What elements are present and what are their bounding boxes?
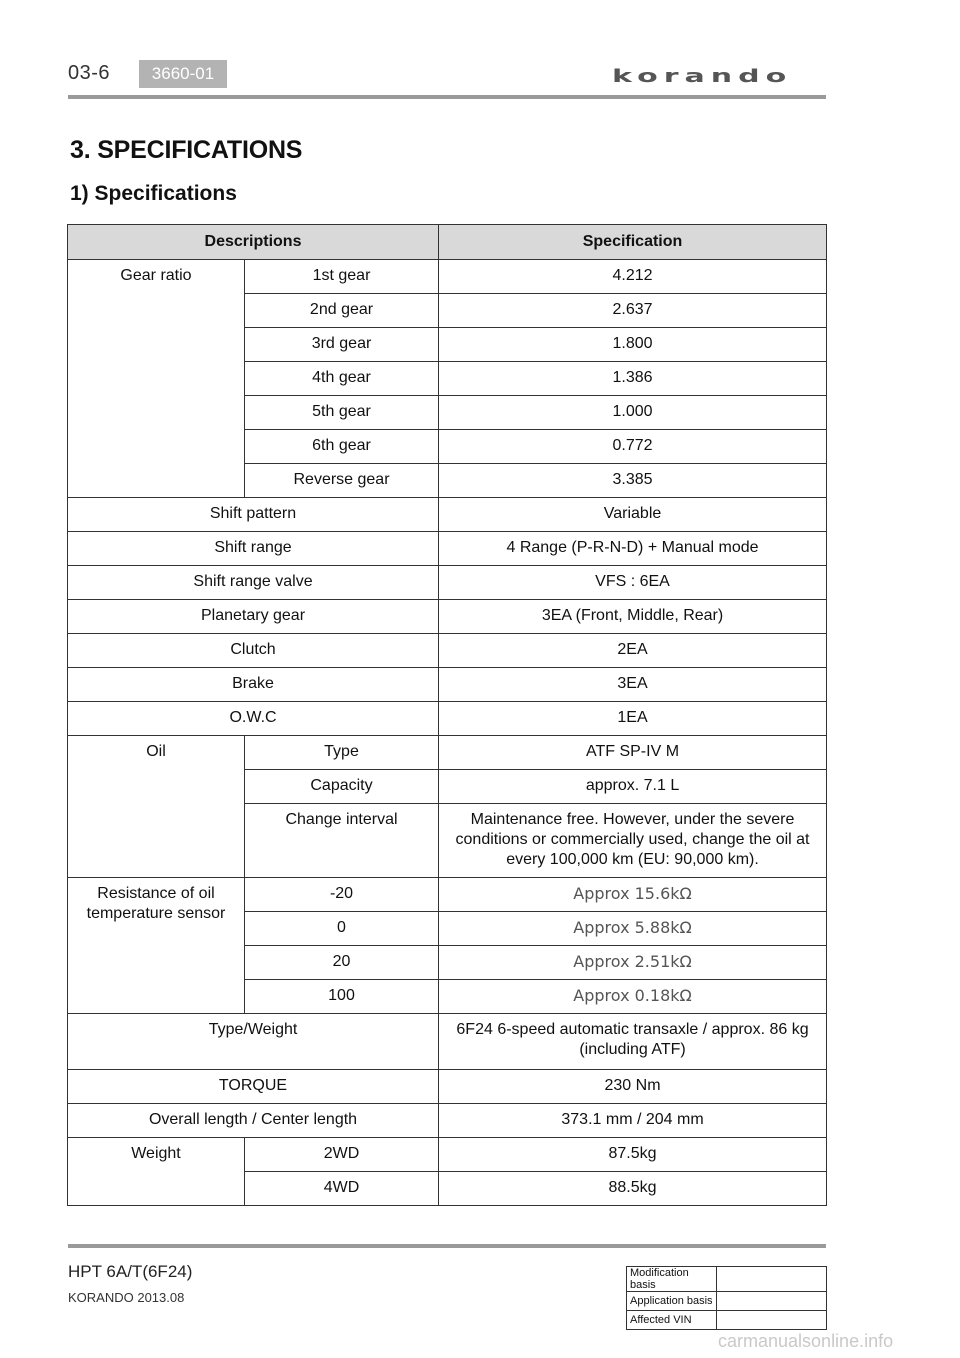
- sensor-resistance: Approx 15.6kΩ: [439, 878, 827, 912]
- header-specification: Specification: [439, 225, 827, 260]
- page-title: 3. SPECIFICATIONS: [70, 136, 303, 164]
- oil-item-name: Type: [245, 736, 439, 770]
- gear-name: 5th gear: [245, 396, 439, 430]
- spec-name: Shift pattern: [68, 498, 439, 532]
- brand-logo: korando: [612, 66, 793, 87]
- application-basis-label: Application basis: [627, 1292, 717, 1311]
- gear-value: 1.800: [439, 328, 827, 362]
- oil-item-name: Capacity: [245, 770, 439, 804]
- modification-basis-label: Modification basis: [627, 1267, 717, 1292]
- gear-name: 4th gear: [245, 362, 439, 396]
- sensor-resistance: Approx 0.18kΩ: [439, 980, 827, 1014]
- spec-name: Shift range valve: [68, 566, 439, 600]
- spec-name: O.W.C: [68, 702, 439, 736]
- gear-value: 4.212: [439, 260, 827, 294]
- section-subtitle: 1) Specifications: [70, 182, 237, 205]
- gear-name: Reverse gear: [245, 464, 439, 498]
- oil-item-value: ATF SP-IV M: [439, 736, 827, 770]
- gear-name: 1st gear: [245, 260, 439, 294]
- spec-value: VFS : 6EA: [439, 566, 827, 600]
- spec-value: 4 Range (P-R-N-D) + Manual mode: [439, 532, 827, 566]
- gear-value: 2.637: [439, 294, 827, 328]
- footer-divider: [68, 1244, 826, 1248]
- spec-name: Shift range: [68, 532, 439, 566]
- watermark-text: carmanualsonline.info: [718, 1331, 894, 1351]
- gear-name: 3rd gear: [245, 328, 439, 362]
- affected-vin-label: Affected VIN: [627, 1311, 717, 1330]
- sensor-resistance: Approx 5.88kΩ: [439, 912, 827, 946]
- gear-value: 1.386: [439, 362, 827, 396]
- header-divider: [68, 95, 826, 99]
- weight-value: 87.5kg: [439, 1138, 827, 1172]
- affected-vin-value: [717, 1311, 827, 1330]
- gear-name: 6th gear: [245, 430, 439, 464]
- sensor-resistance: Approx 2.51kΩ: [439, 946, 827, 980]
- sensor-temp: 100: [245, 980, 439, 1014]
- weight-drive: 2WD: [245, 1138, 439, 1172]
- oil-item-value: approx. 7.1 L: [439, 770, 827, 804]
- gear-value: 0.772: [439, 430, 827, 464]
- spec-name: Type/Weight: [68, 1014, 439, 1070]
- spec-value: 230 Nm: [439, 1070, 827, 1104]
- application-basis-value: [717, 1292, 827, 1311]
- spec-name: TORQUE: [68, 1070, 439, 1104]
- spec-value: 2EA: [439, 634, 827, 668]
- spec-name: Clutch: [68, 634, 439, 668]
- sensor-label: Resistance of oil temperature sensor: [68, 878, 245, 1014]
- footer-title: HPT 6A/T(6F24): [68, 1262, 193, 1281]
- spec-value: 6F24 6-speed automatic transaxle / approx. 86 kg (including ATF): [439, 1014, 827, 1070]
- page-number: 03-6: [68, 62, 111, 84]
- spec-value: 3EA (Front, Middle, Rear): [439, 600, 827, 634]
- spec-value: Variable: [439, 498, 827, 532]
- weight-label: Weight: [68, 1138, 245, 1206]
- modification-basis-value: [717, 1267, 827, 1292]
- oil-item-value: Maintenance free. However, under the severe conditions or commercially used, change the oil at every 100,000 km (EU: 90,000 km).: [439, 804, 827, 878]
- spec-value: 1EA: [439, 702, 827, 736]
- gear-value: 1.000: [439, 396, 827, 430]
- modification-table: [626, 1266, 827, 1330]
- spec-name: Brake: [68, 668, 439, 702]
- header-descriptions: Descriptions: [68, 225, 439, 260]
- section-code-badge: 3660-01: [139, 60, 227, 88]
- specifications-table: [67, 224, 827, 1206]
- spec-value: 3EA: [439, 668, 827, 702]
- spec-name: Overall length / Center length: [68, 1104, 439, 1138]
- spec-name: Planetary gear: [68, 600, 439, 634]
- weight-drive: 4WD: [245, 1172, 439, 1206]
- gear-value: 3.385: [439, 464, 827, 498]
- sensor-temp: 0: [245, 912, 439, 946]
- oil-item-name: Change interval: [245, 804, 439, 878]
- gear-name: 2nd gear: [245, 294, 439, 328]
- spec-value: 373.1 mm / 204 mm: [439, 1104, 827, 1138]
- weight-value: 88.5kg: [439, 1172, 827, 1206]
- sensor-temp: -20: [245, 878, 439, 912]
- footer-model: KORANDO 2013.08: [68, 1290, 185, 1305]
- sensor-temp: 20: [245, 946, 439, 980]
- gear-ratio-label: Gear ratio: [68, 260, 245, 498]
- oil-label: Oil: [68, 736, 245, 878]
